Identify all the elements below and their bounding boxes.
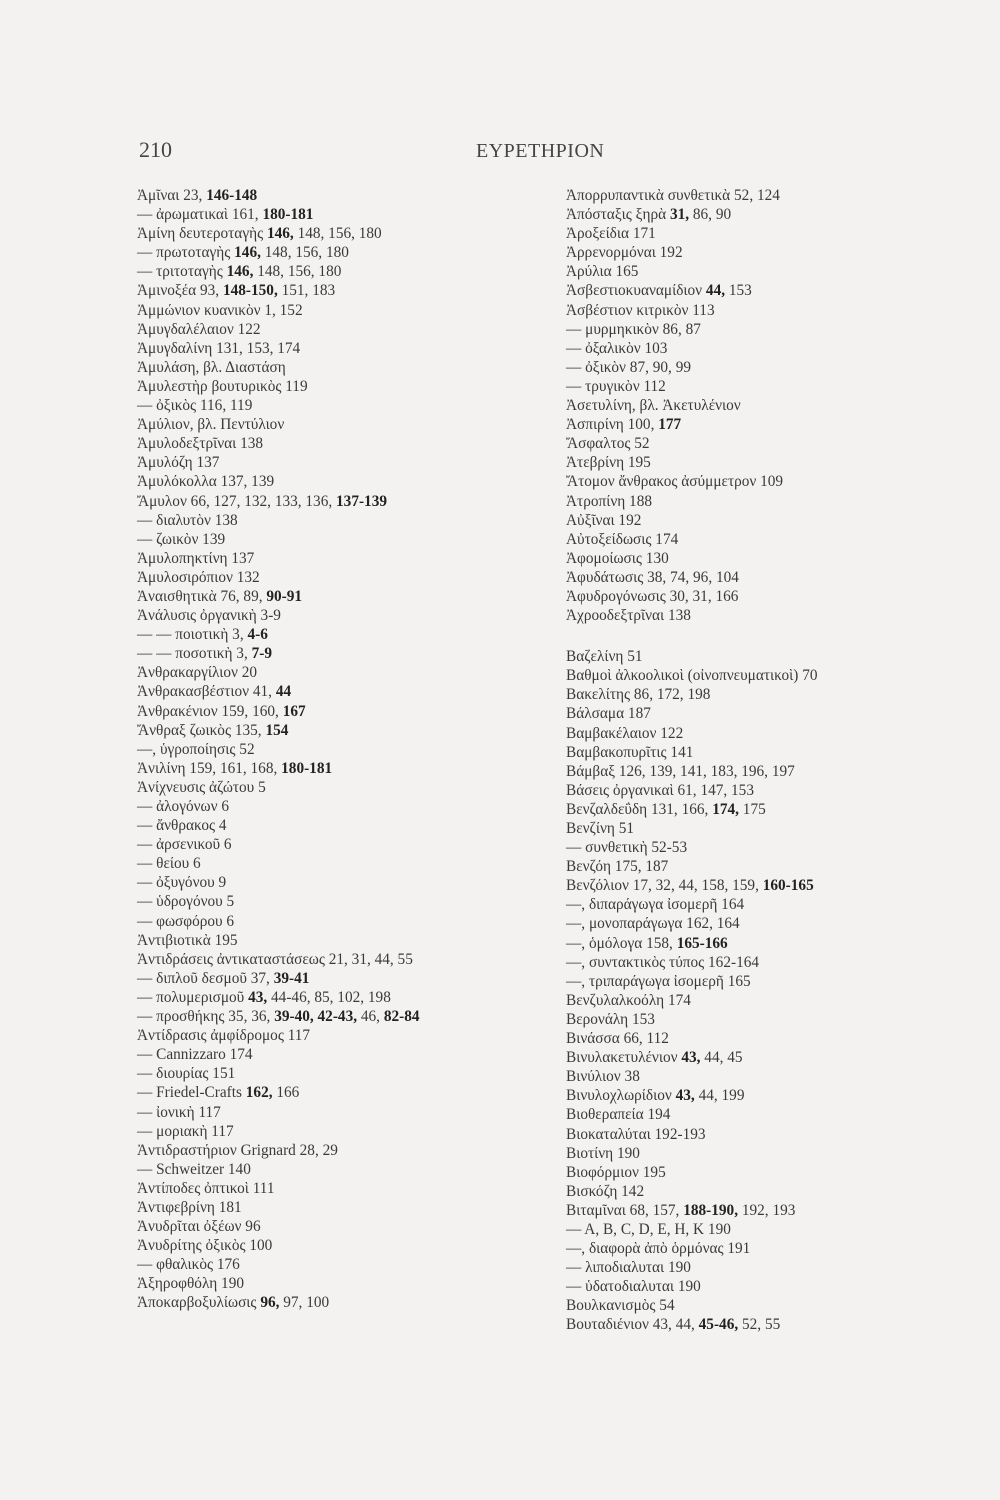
entry-text: Βιοφόρμιον 195 <box>566 1163 666 1181</box>
entry-page-bold: 45-46, <box>698 1316 739 1334</box>
entry-page-bold: 90-91 <box>266 587 303 605</box>
entry-text: Ἀτροπίνη 188 <box>566 492 653 510</box>
entry-page-bold: 188-190, <box>683 1201 739 1219</box>
index-entry <box>566 358 926 377</box>
entry-text: — μοριακὴ 117 <box>137 1122 234 1140</box>
index-entry <box>137 1217 527 1236</box>
index-entry <box>137 377 527 396</box>
entry-page-bold: 43, <box>681 1049 701 1067</box>
entry-text: Ἀξηροφθόλη 190 <box>137 1275 245 1293</box>
index-entry <box>137 205 527 224</box>
entry-text: Ἄτομον ἄνθρακος ἀσύμμετρον 109 <box>566 473 784 491</box>
entry-text: Ἀρύλια 165 <box>566 263 639 281</box>
entry-text: Ἀροξείδια 171 <box>566 225 656 243</box>
entry-page-bold: 180-181 <box>262 206 314 224</box>
entry-text: Ἀμινοξέα 93, <box>137 282 223 300</box>
entry-text: — ὑδρογόνου 5 <box>137 893 235 911</box>
entry-page-bold: 39-41 <box>273 969 310 987</box>
entry-page-bold: 7-9 <box>251 645 273 663</box>
entry-page-bold: 154 <box>265 721 289 739</box>
index-entry <box>566 377 926 396</box>
entry-page-bold: 43, <box>248 988 268 1006</box>
entry-text: —, διπαράγωγα ἰσομερῆ 164 <box>566 896 745 914</box>
index-entry <box>137 854 527 873</box>
index-entry <box>137 625 527 644</box>
entry-text: — ὑδατοδιαλυται 190 <box>566 1278 701 1296</box>
entry-text: Ἀσβέστιον κιτρικὸν 113 <box>566 301 715 319</box>
entry-text: —, τριπαράγωγα ἰσομερῆ 165 <box>566 972 751 990</box>
entry-text: 44, 199 <box>694 1087 745 1105</box>
index-entry <box>566 472 926 491</box>
entry-text: Ἀναισθητικὰ 76, 89, <box>137 587 267 605</box>
entry-text: Βιοκαταλύται 192-193 <box>566 1125 706 1143</box>
entry-text: Ἀμῖναι 23, <box>137 187 207 204</box>
entry-text: — διπλοῦ δεσμοῦ 37, <box>137 969 274 987</box>
entry-text: — διαλυτὸν 138 <box>137 511 238 529</box>
entry-text: Ἀπορρυπαντικὰ συνθετικὰ 52, 124 <box>566 187 780 204</box>
index-entry <box>566 1029 926 1048</box>
entry-text: Ἀντίποδες ὀπτικοὶ 111 <box>137 1179 275 1197</box>
entry-page-bold: 146-148 <box>206 187 258 204</box>
entry-text: — φωσφόρου 6 <box>137 912 235 930</box>
entry-text: — Friedel-Crafts <box>137 1084 246 1102</box>
index-entry <box>137 1274 527 1293</box>
entry-text: — — ποσοτικὴ 3, <box>137 645 252 663</box>
entry-text: Ἀνθρακένιον 159, 160, <box>137 702 283 720</box>
entry-text: — φθαλικὸς 176 <box>137 1256 240 1274</box>
index-entry <box>137 892 527 911</box>
entry-text: 148, 156, 180 <box>253 263 342 281</box>
entry-page-bold: 44, <box>705 282 726 300</box>
index-column-left <box>137 186 527 1313</box>
index-entry <box>137 1236 527 1255</box>
index-entry <box>137 396 527 415</box>
entry-page-bold: 162, <box>245 1084 273 1102</box>
entry-text: Ἀντιβιοτικὰ 195 <box>137 931 238 949</box>
index-entry <box>137 472 527 491</box>
entry-text: Βενζίνη 51 <box>566 820 635 837</box>
entry-text: Ἀμυγδαλέλαιον 122 <box>137 320 261 338</box>
entry-text: 46, <box>357 1008 384 1026</box>
entry-text: —, μονοπαράγωγα 162, 164 <box>566 915 740 933</box>
entry-text: Ἀμύλιον, βλ. Πεντύλιον <box>137 416 285 434</box>
index-entry <box>566 606 926 625</box>
entry-page-bold: 177 <box>658 416 682 434</box>
index-entry <box>137 320 527 339</box>
index-entry <box>137 778 527 797</box>
entry-text: — ἀρσενικοῦ 6 <box>137 836 232 854</box>
entry-page-bold: 146, <box>234 244 261 262</box>
index-entry <box>566 396 926 415</box>
entry-text: Ἀνυδρίτης ὀξικὸς 100 <box>137 1237 273 1255</box>
index-entry <box>566 415 926 434</box>
entry-text: Ἄσφαλτος 52 <box>566 435 650 453</box>
entry-text: Ἀνυδρῖται ὀξέων 96 <box>137 1218 261 1236</box>
index-entry <box>137 1293 527 1312</box>
entry-text: Ἀφυδρογόνωσις 30, 31, 166 <box>566 587 739 605</box>
entry-text: Ἀμυλοσιρόπιον 132 <box>137 568 260 586</box>
index-entry <box>566 1144 926 1163</box>
index-entry <box>566 205 926 224</box>
entry-text: Ἀντιδράσεις ἀντικαταστάσεως 21, 31, 44, 55 <box>137 950 413 968</box>
entry-text: — ἰονικὴ 117 <box>137 1103 221 1121</box>
entry-text: 175 <box>738 800 766 818</box>
entry-text: — τρυγικὸν 112 <box>566 377 666 395</box>
index-entry <box>566 1296 926 1315</box>
section-gap <box>566 625 926 647</box>
entry-text: Βαμβακέλαιον 122 <box>566 724 684 742</box>
index-entry <box>137 339 527 358</box>
index-entry <box>566 895 926 914</box>
running-head: ΕΥΡΕΤΗΡΙΟΝ <box>476 140 605 162</box>
index-entry <box>566 762 926 781</box>
index-entry <box>137 186 527 205</box>
entry-text: Ἀνίχνευσις ἀζώτου 5 <box>137 778 266 796</box>
entry-text: Ἀσπιρίνη 100, <box>566 416 659 434</box>
entry-text: 97, 100 <box>279 1294 330 1312</box>
entry-text: 153 <box>725 282 752 300</box>
entry-text: 151, 183 <box>277 282 336 300</box>
entry-text: Ἀμυλόκολλα 137, 139 <box>137 473 275 491</box>
entry-text: — ἄνθρακος 4 <box>137 817 227 835</box>
entry-text: — ὀξυγόνου 9 <box>137 874 227 892</box>
index-entry <box>137 797 527 816</box>
entry-text: Βινύλιον 38 <box>566 1068 640 1086</box>
index-entry <box>137 568 527 587</box>
entry-page-bold: 146, <box>266 225 294 243</box>
entry-text: — ὀξικὸν 87, 90, 99 <box>566 358 691 376</box>
index-entry <box>566 991 926 1010</box>
index-entry <box>137 511 527 530</box>
index-entry <box>566 934 926 953</box>
entry-text: Βενζυλαλκοόλη 174 <box>566 991 691 1009</box>
entry-text: Ἀντιφεβρίνη 181 <box>137 1198 242 1216</box>
index-entry <box>566 243 926 262</box>
entry-text: Ἀποκαρβοξυλίωσις <box>137 1294 261 1312</box>
entry-text: Βαθμοὶ ἀλκοολικοὶ (οἰνοπνευματικοὶ) 70 <box>566 667 818 685</box>
index-entry <box>137 644 527 663</box>
entry-page-bold: 137-139 <box>336 492 388 510</box>
entry-text: —, συντακτικὸς τύπος 162-164 <box>566 953 760 971</box>
entry-text: Ἀνάλυσις ὀργανικὴ 3-9 <box>137 607 281 625</box>
entry-text: Ἀφομοίωσις 130 <box>566 549 669 567</box>
index-entry <box>566 1201 926 1220</box>
entry-text: Ἄμυλον 66, 127, 132, 133, 136, <box>137 492 337 510</box>
entry-text: Βενζόλιον 17, 32, 44, 158, 159, <box>566 877 763 895</box>
index-entry <box>566 838 926 857</box>
entry-text: Βερονάλη 153 <box>566 1010 655 1028</box>
index-entry <box>137 1064 527 1083</box>
entry-page-bold: 4-6 <box>247 626 268 644</box>
index-entry <box>566 972 926 991</box>
entry-text: Βινάσσα 66, 112 <box>566 1030 669 1048</box>
index-entry <box>566 320 926 339</box>
entry-text: Βουλκανισμὸς 54 <box>566 1297 675 1315</box>
index-entry <box>566 281 926 300</box>
entry-text: — ὀξικὸς 116, 119 <box>137 397 253 415</box>
entry-text: 192, 193 <box>738 1201 796 1219</box>
entry-text: Βουταδιένιον 43, 44, <box>566 1316 699 1334</box>
entry-page-bold: 31, <box>669 206 690 224</box>
entry-page-bold: 44 <box>275 683 292 701</box>
entry-text: — ἀλογόνων 6 <box>137 798 229 815</box>
index-entry <box>137 587 527 606</box>
entry-text: — λιποδιαλυται 190 <box>566 1259 691 1277</box>
entry-text: Βαζελίνη 51 <box>566 648 643 666</box>
index-entry <box>137 549 527 568</box>
index-entry <box>566 819 926 838</box>
index-entry <box>566 685 926 704</box>
index-entry <box>137 453 527 472</box>
entry-text: —, διαφορὰ ἀπὸ ὁρμόνας 191 <box>566 1240 751 1258</box>
index-entry <box>566 1010 926 1029</box>
index-entry <box>566 1125 926 1144</box>
entry-text: Βισκόζη 142 <box>566 1182 645 1200</box>
index-entry <box>137 1198 527 1217</box>
index-entry <box>566 1220 926 1239</box>
index-entry <box>566 647 926 666</box>
entry-text: Βενζαλδεΰδη 131, 166, <box>566 800 713 818</box>
index-entry <box>137 1255 527 1274</box>
index-entry <box>137 682 527 701</box>
entry-page-bold: 174, <box>712 800 739 818</box>
index-entry <box>137 492 527 511</box>
index-entry <box>566 1315 926 1334</box>
entry-page-bold: 146, <box>226 263 254 281</box>
index-entry <box>566 743 926 762</box>
entry-text: Βάλσαμα 187 <box>566 705 651 723</box>
index-entry <box>566 914 926 933</box>
index-entry <box>566 492 926 511</box>
index-entry <box>137 415 527 434</box>
entry-text: — A, B, C, D, E, H, K 190 <box>566 1220 731 1238</box>
index-entry <box>137 1122 527 1141</box>
index-entry <box>137 988 527 1007</box>
index-entry <box>566 587 926 606</box>
index-entry <box>566 1163 926 1182</box>
entry-text: Ἀνιλίνη 159, 161, 168, <box>137 759 282 777</box>
entry-text: 86, 90 <box>689 206 732 224</box>
entry-page-bold: 39-40, 42-43, <box>274 1008 358 1026</box>
entry-text: Ἀνθρακασβέστιον 41, <box>137 683 276 701</box>
entry-text: Ἀσετυλίνη, βλ. Ἀκετυλένιον <box>566 397 741 415</box>
entry-text: Ἀμμώνιον κυανικὸν 1, 152 <box>137 301 303 319</box>
entry-text: — θείου 6 <box>137 855 201 873</box>
entry-page-bold: 160-165 <box>762 877 814 895</box>
entry-page-bold: 43, <box>675 1087 695 1105</box>
entry-text: Ἀφυδάτωσις 38, 74, 96, 104 <box>566 568 739 586</box>
entry-text: Ἀμίνη δευτεροταγὴς <box>137 225 267 243</box>
entry-text: Ἀσβεστιοκυαναμίδιον <box>566 282 706 300</box>
entry-text: Βενζόη 175, 187 <box>566 858 669 876</box>
index-entry <box>566 453 926 472</box>
index-entry <box>566 876 926 895</box>
index-entry <box>566 186 926 205</box>
index-entry <box>137 243 527 262</box>
entry-text: Ἀμυλάση, βλ. Διαστάση <box>137 358 286 376</box>
entry-text: 148, 156, 180 <box>293 225 382 243</box>
index-entry <box>566 1182 926 1201</box>
entry-text: 166 <box>272 1084 300 1102</box>
entry-text: Ἀμυλόζη 137 <box>137 454 220 472</box>
index-entry <box>137 816 527 835</box>
index-entry <box>566 339 926 358</box>
index-entry <box>566 1048 926 1067</box>
index-entry <box>566 1067 926 1086</box>
index-entry <box>137 1160 527 1179</box>
entry-page-bold: 148-150, <box>222 282 278 300</box>
index-entry <box>566 781 926 800</box>
entry-text: 148, 156, 180 <box>260 244 349 262</box>
entry-text: Ἀντίδρασις ἀμφίδρομος 117 <box>137 1027 311 1045</box>
index-entry <box>566 857 926 876</box>
index-entry <box>137 301 527 320</box>
index-entry <box>137 931 527 950</box>
entry-text: — συνθετικὴ 52-53 <box>566 839 688 857</box>
entry-text: Ἀπόσταξις ξηρὰ <box>566 206 670 224</box>
index-entry <box>137 759 527 778</box>
index-entry <box>566 549 926 568</box>
index-column-right <box>566 186 926 1335</box>
entry-text: Βαμβακοπυρῖτις 141 <box>566 743 694 761</box>
index-entry <box>566 724 926 743</box>
entry-text: Αὐτοξείδωσις 174 <box>566 530 679 548</box>
entry-page-bold: 82-84 <box>383 1008 420 1026</box>
index-entry <box>137 530 527 549</box>
index-entry <box>137 262 527 281</box>
index-entry <box>566 301 926 320</box>
index-entry <box>137 873 527 892</box>
entry-text: Ἀμυγδαλίνη 131, 153, 174 <box>137 339 301 357</box>
index-entry <box>137 224 527 243</box>
entry-text: Αὐξῖναι 192 <box>566 511 642 529</box>
entry-text: 52, 55 <box>738 1316 781 1334</box>
index-entry <box>137 702 527 721</box>
index-entry <box>137 663 527 682</box>
entry-text: Βινυλοχλωρίδιον <box>566 1087 676 1105</box>
entry-page-bold: 167 <box>282 702 306 720</box>
entry-text: — Cannizzaro 174 <box>137 1046 253 1064</box>
entry-text: —, ὑγροποίησις 52 <box>137 740 255 758</box>
entry-text: — ζωικὸν 139 <box>137 530 226 548</box>
entry-text: Ἀμυλοπηκτίνη 137 <box>137 549 255 567</box>
entry-text: Βινυλακετυλένιον <box>566 1049 682 1067</box>
index-entry <box>137 740 527 759</box>
entry-text: —, ὁμόλογα 158, <box>566 934 677 952</box>
index-entry <box>137 434 527 453</box>
index-entry <box>137 1026 527 1045</box>
entry-text: Ἀμυλοδεξτρῖναι 138 <box>137 435 264 453</box>
index-entry <box>137 1045 527 1064</box>
index-entry <box>137 358 527 377</box>
entry-text: Ἄνθραξ ζωικὸς 135, <box>137 721 266 739</box>
index-entry <box>566 262 926 281</box>
index-entry <box>566 434 926 453</box>
entry-page-bold: 180-181 <box>281 759 333 777</box>
entry-text: — — ποιοτικὴ 3, <box>137 626 248 644</box>
index-entry <box>566 224 926 243</box>
index-entry <box>137 1103 527 1122</box>
index-entry <box>137 1179 527 1198</box>
index-entry <box>566 1086 926 1105</box>
entry-text: Βακελίτης 86, 172, 198 <box>566 686 711 704</box>
index-entry <box>566 1277 926 1296</box>
entry-text: — διουρίας 151 <box>137 1065 236 1083</box>
entry-text: Ἀτεβρίνη 195 <box>566 454 651 472</box>
index-entry <box>566 1258 926 1277</box>
index-entry <box>566 530 926 549</box>
entry-text: — ἀρωματικαὶ 161, <box>137 206 263 224</box>
entry-text: — ὀξαλικὸν 103 <box>566 339 668 357</box>
index-entry <box>566 568 926 587</box>
entry-text: Βιοτίνη 190 <box>566 1144 640 1162</box>
entry-text: 44-46, 85, 102, 198 <box>267 988 391 1006</box>
entry-text: — προσθήκης 35, 36, <box>137 1008 275 1026</box>
index-entry <box>566 1239 926 1258</box>
entry-text: Ἀρρενορμόναι 192 <box>566 244 683 262</box>
index-entry <box>137 912 527 931</box>
entry-text: Ἀντιδραστήριον Grignard 28, 29 <box>137 1141 338 1159</box>
index-entry <box>137 606 527 625</box>
index-entry <box>137 950 527 969</box>
entry-text: Βάσεις ὀργανικαὶ 61, 147, 153 <box>566 781 754 799</box>
entry-text: Βιοθεραπεία 194 <box>566 1106 671 1124</box>
entry-text: — πρωτοταγὴς <box>137 244 235 262</box>
index-entry <box>566 953 926 972</box>
index-entry <box>137 1141 527 1160</box>
entry-page-bold: 96, <box>260 1294 280 1312</box>
index-entry <box>566 511 926 530</box>
index-entry <box>137 969 527 988</box>
entry-text: — μυρμηκικὸν 86, 87 <box>566 320 701 338</box>
entry-text: Βάμβαξ 126, 139, 141, 183, 196, 197 <box>566 762 795 780</box>
index-entry <box>566 666 926 685</box>
entry-text: — Schweitzer 140 <box>137 1160 251 1178</box>
entry-page-bold: 165-166 <box>676 934 728 952</box>
index-entry <box>137 281 527 300</box>
index-entry <box>137 1083 527 1102</box>
index-entry <box>137 835 527 854</box>
entry-text: Ἀμυλεστὴρ βουτυρικὸς 119 <box>137 377 308 395</box>
entry-text: Ἀνθρακαργίλιον 20 <box>137 664 258 682</box>
index-entry <box>566 1105 926 1124</box>
entry-text: — πολυμερισμοῦ <box>137 988 249 1006</box>
index-entry <box>137 721 527 740</box>
entry-text: 44, 45 <box>700 1049 743 1067</box>
index-entry <box>137 1007 527 1026</box>
index-entry <box>566 704 926 723</box>
entry-text: — τριτοταγὴς <box>137 263 227 281</box>
entry-text: Ἀχροοδεξτρῖναι 138 <box>566 607 691 625</box>
index-entry <box>566 800 926 819</box>
entry-text: Βιταμῖναι 68, 157, <box>566 1201 684 1219</box>
page-number: 210 <box>139 137 172 162</box>
